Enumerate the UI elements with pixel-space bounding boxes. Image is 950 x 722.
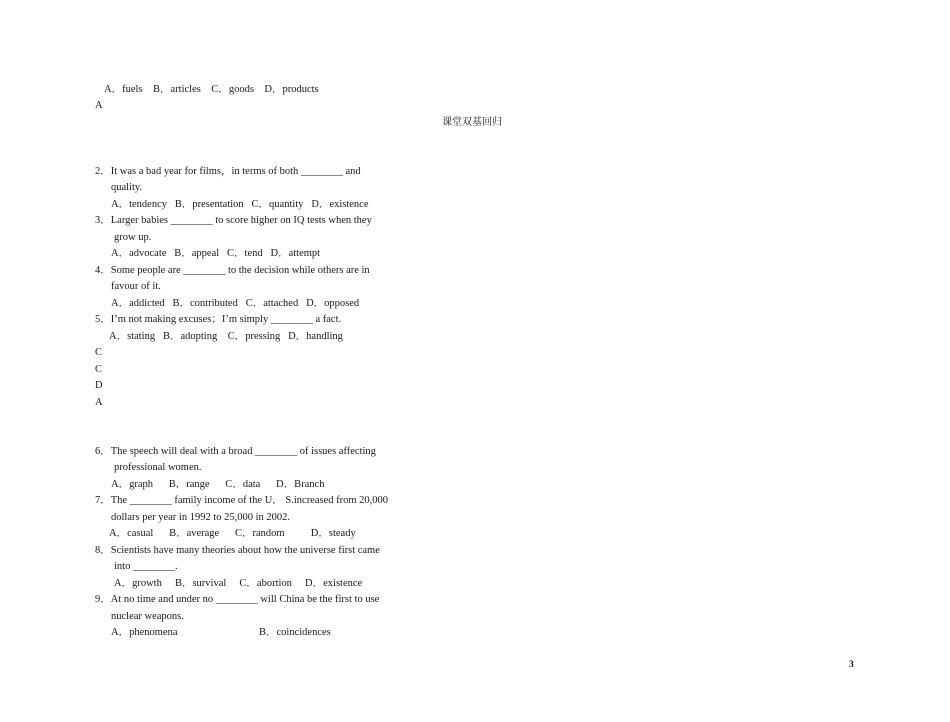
answer-line: D [95, 380, 103, 391]
q9-stem-cont: nuclear weapons. [111, 611, 184, 622]
q2-options: A．tendency B．presentation C．quantity D．existence [111, 199, 369, 210]
q2-stem: 2．It was a bad year for films，in terms of both ________ and [95, 166, 361, 177]
q7-stem-cont: dollars per year in 1992 to 25,000 in 2002. [111, 512, 291, 523]
q5-options: A．stating B．adopting C．pressing D．handling [109, 331, 343, 342]
q5-stem: 5．I’m not making excuses；I’m simply ________ a fact. [95, 314, 342, 325]
q3-stem: 3．Larger babies ________ to score higher on IQ tests when they [95, 215, 372, 226]
page-number: 3 [849, 660, 854, 670]
q8-stem-cont: into ________. [114, 561, 178, 572]
q9-option-b: B．coincidences [259, 627, 331, 638]
q4-stem: 4．Some people are ________ to the decision while others are in [95, 265, 370, 276]
q1-options: A．fuels B．articles C．goods D．products [104, 84, 319, 95]
q4-options: A．addicted B．contributed C．attached D．opposed [111, 298, 360, 309]
q4-stem-cont: favour of it. [111, 281, 161, 292]
q9-option-a: A．phenomena [111, 627, 178, 638]
q1-answer: A [95, 100, 103, 111]
answer-line: A [95, 397, 103, 408]
q3-options: A．advocate B．appeal C．tend D．attempt [111, 248, 321, 259]
q6-options: A．graph B．range C．data D．Branch [111, 479, 325, 490]
answer-line: C [95, 364, 103, 375]
q6-stem: 6．The speech will deal with a broad ________ of issues affecting [95, 446, 376, 457]
q2-stem-cont: quality. [111, 182, 143, 193]
section-title: 课堂双基回归 [442, 117, 502, 128]
q3-stem-cont: grow up. [114, 232, 152, 243]
q7-options: A．casual B．average C．random D．steady [109, 528, 356, 539]
q9-stem: 9．At no time and under no ________ will China be the first to use [95, 594, 380, 605]
answer-line: C [95, 347, 103, 358]
q7-stem: 7．The ________ family income of the U． S.increased from 20,000 [95, 495, 389, 506]
q8-stem: 8．Scientists have many theories about how the universe first came [95, 545, 380, 556]
q6-stem-cont: professional women. [114, 462, 202, 473]
q8-options: A．growth B．survival C．abortion D．existence [114, 578, 363, 589]
